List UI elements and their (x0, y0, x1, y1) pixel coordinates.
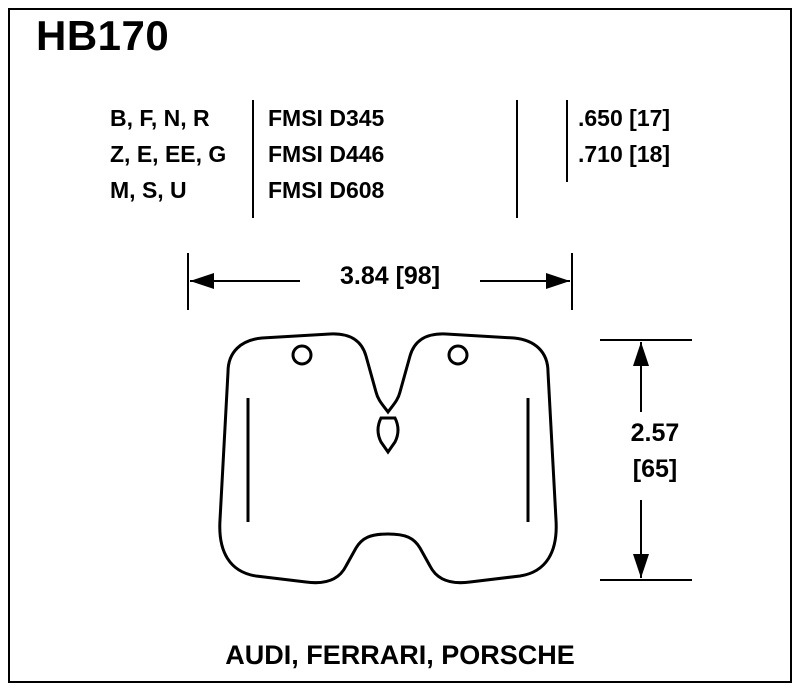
thickness-row: .710 [18] (578, 141, 671, 167)
compound-row: M, S, U (110, 177, 187, 203)
fmsi-row: FMSI D345 (268, 105, 385, 131)
part-number: HB170 (36, 12, 170, 59)
height-dimension-label (600, 415, 710, 487)
thickness-row: .650 [17] (578, 105, 671, 131)
vehicle-applications: AUDI, FERRARI, PORSCHE (225, 640, 575, 670)
width-arrowhead-left (190, 273, 214, 289)
mounting-hole-right (449, 346, 467, 364)
brake-pad-outline (220, 334, 556, 583)
height-arrowhead-top (633, 342, 649, 366)
width-dimension-label: 3.84 [98] (339, 262, 441, 290)
fmsi-row: FMSI D608 (268, 177, 385, 203)
height-dimension-mm: [65] (632, 455, 678, 483)
compound-row: Z, E, EE, G (110, 141, 227, 167)
compound-row: B, F, N, R (110, 105, 210, 131)
fmsi-row: FMSI D446 (268, 141, 385, 167)
mounting-hole-left (293, 346, 311, 364)
width-arrowhead-right (546, 273, 570, 289)
height-dimension-inch: 2.57 (630, 419, 680, 447)
height-arrowhead-bottom (633, 554, 649, 578)
